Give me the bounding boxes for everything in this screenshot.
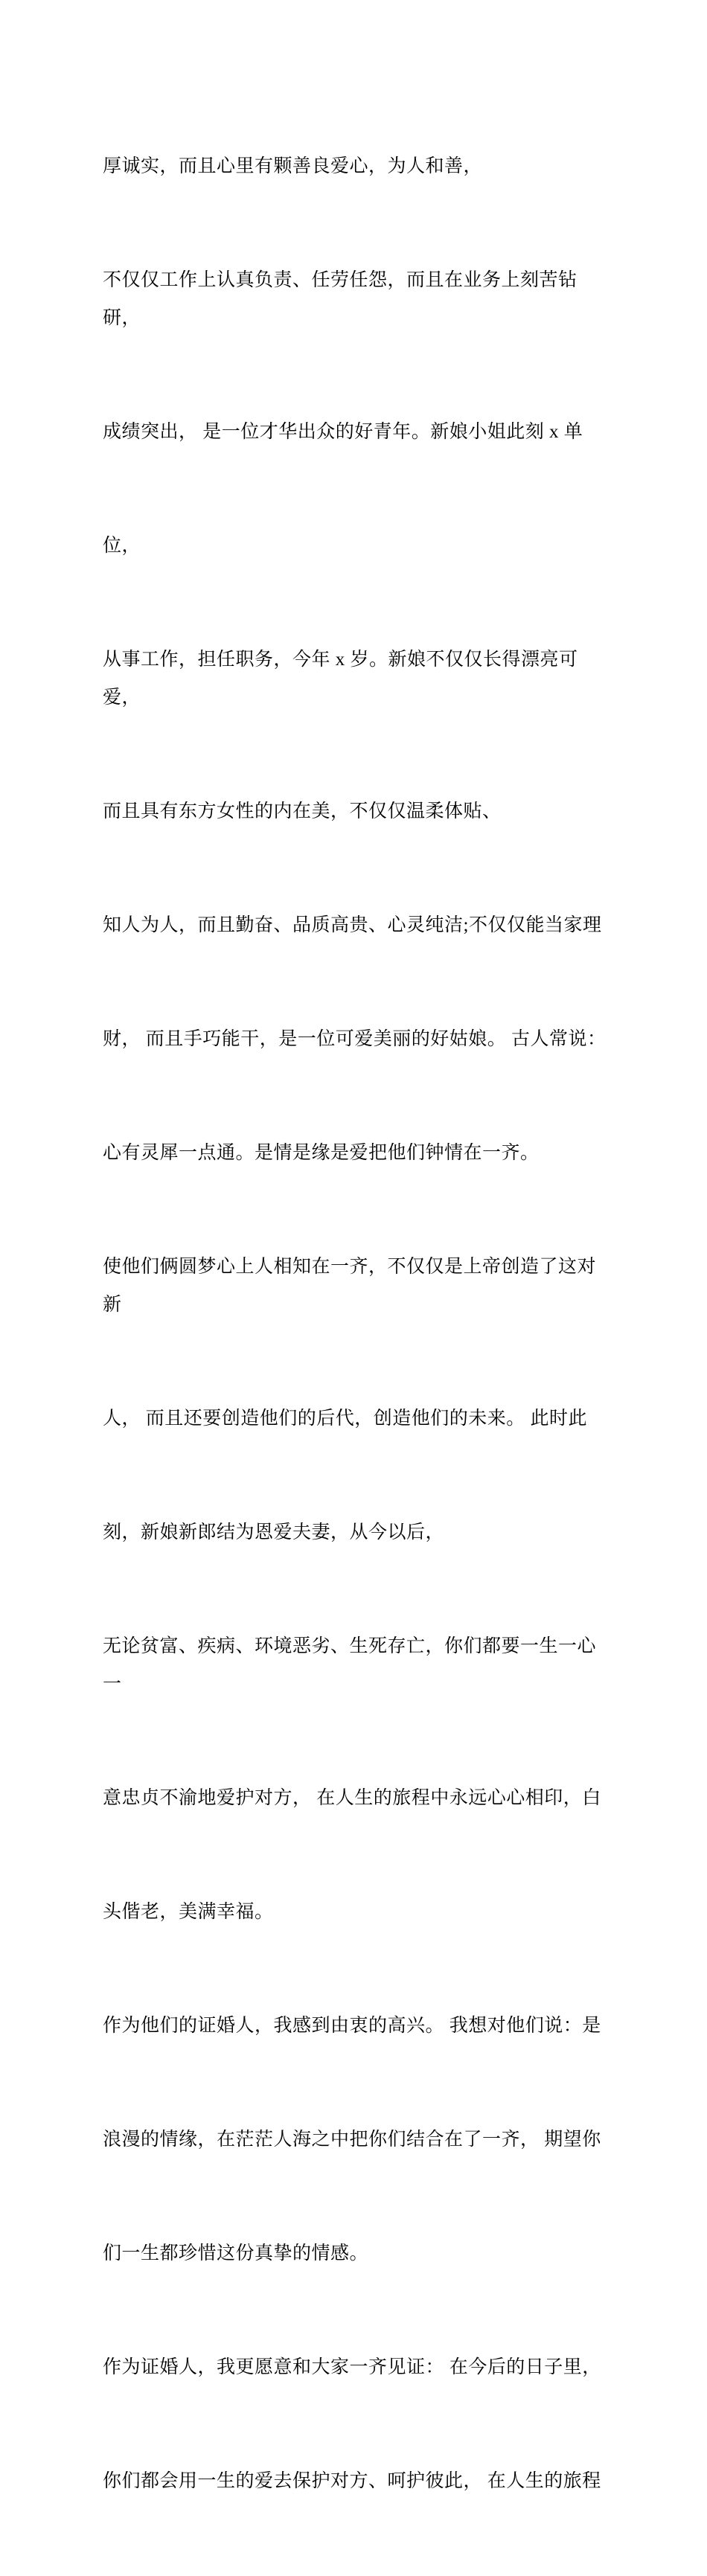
document-line: 位， <box>103 536 141 556</box>
document-line: 头偕老，美满幸福。 <box>103 1902 274 1922</box>
document-line: 财， 而且手巧能干，是一位可爱美丽的好姑娘。 古人常说： <box>103 1029 607 1049</box>
document-line: 不仅仅工作上认真负责、任劳任怨，而且在业务上刻苦钻研， <box>103 270 578 328</box>
document-line: 们一生都珍惜这份真挚的情感。 <box>103 2243 369 2263</box>
document-line: 从事工作，担任职务，今年 x 岁。新娘不仅仅长得漂亮可爱， <box>103 650 578 708</box>
document-line: 厚诚实，而且心里有颗善良爱心，为人和善， <box>103 156 483 176</box>
document-line: 人， 而且还要创造他们的后代，创造他们的未来。 此时此 <box>103 1409 588 1429</box>
document-line: 心有灵犀一点通。是情是缘是爱把他们钟情在一齐。 <box>103 1143 540 1163</box>
document-line: 浪漫的情缘，在茫茫人海之中把你们结合在了一齐， 期望你 <box>103 2130 601 2150</box>
document-line: 而且具有东方女性的内在美，不仅仅温柔体贴、 <box>103 801 502 821</box>
document-line: 作为证婚人，我更愿意和大家一齐见证： 在今后的日子里， <box>103 2357 601 2377</box>
document-line: 无论贫富、疾病、环境恶劣、生死存亡，你们都要一生一心一 <box>103 1636 597 1694</box>
document-line: 知人为人，而且勤奋、品质高贵、心灵纯洁;不仅仅能当家理 <box>103 915 602 935</box>
document-line: 刻，新娘新郎结为恩爱夫妻，从今以后， <box>103 1522 445 1542</box>
document-line: 成绩突出， 是一位才华出众的好青年。新娘小姐此刻 x 单 <box>103 422 583 442</box>
document-text-body <box>103 71 609 2576</box>
document-line: 你们都会用一生的爱去保护对方、呵护彼此， 在人生的旅程 <box>103 2471 601 2491</box>
document-line: 使他们俩圆梦心上人相知在一齐，不仅仅是上帝创造了这对新 <box>103 1257 597 1315</box>
document-line: 意忠贞不渝地爱护对方， 在人生的旅程中永远心心相印，白 <box>103 1788 601 1808</box>
document-line: 作为他们的证婚人，我感到由衷的高兴。 我想对他们说：是 <box>103 2016 601 2036</box>
